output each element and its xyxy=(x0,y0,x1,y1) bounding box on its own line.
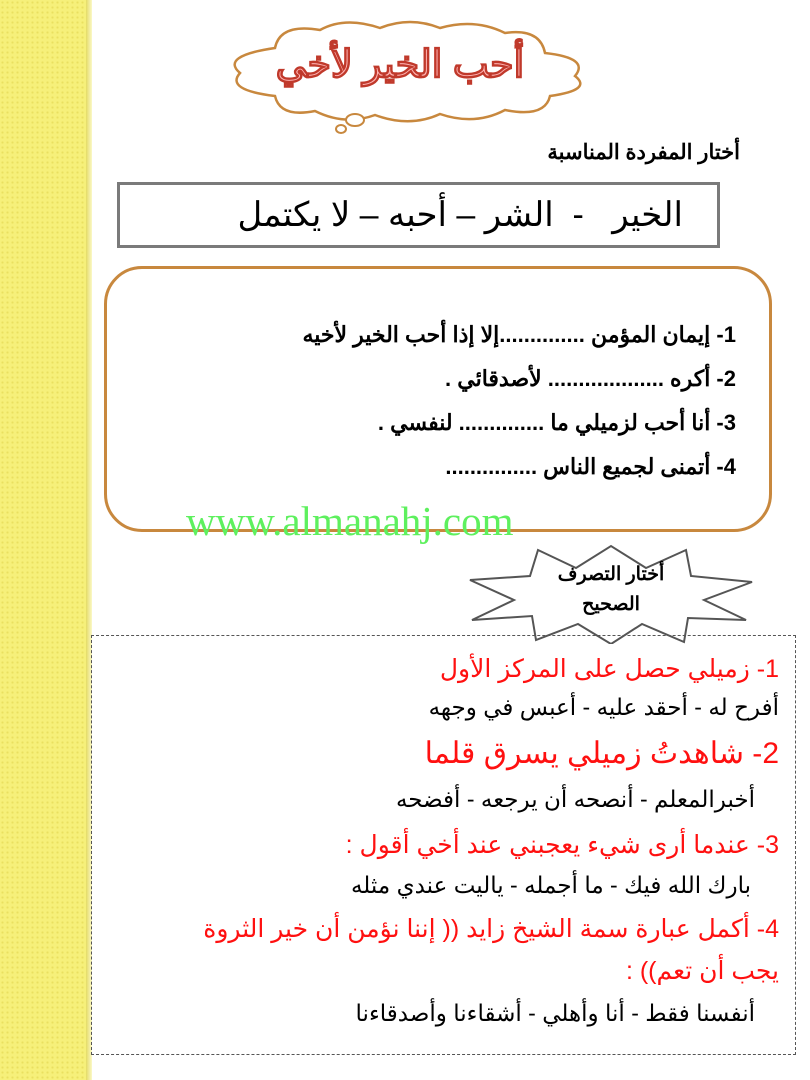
situation-2-question: 2- شاهدتُ زميلي يسرق قلما xyxy=(424,737,779,770)
sentence-2: 2- أكره ................... لأصدقائي . xyxy=(445,366,736,391)
page-title: أحب الخير لأخي xyxy=(275,44,525,86)
situation-1-question: 1- زميلي حصل على المركز الأول xyxy=(439,655,779,683)
situation-4-question-line-1: 4- أكمل عبارة سمة الشيخ زايد (( إننا نؤمن أن خير الثروة xyxy=(203,915,779,943)
word-bank-text: الخير - الشر – أحبه – لا يكتمل xyxy=(237,196,683,234)
instruction-action-line-2: الصحيح xyxy=(582,594,640,615)
watermark-text: www.almanahj.com xyxy=(186,498,514,544)
situation-4-options: أنفسنا فقط - أنا وأهلي - أشقاءنا وأصدقاءنا xyxy=(355,1000,755,1026)
instruction-choose-word: أختار المفردة المناسبة xyxy=(547,141,740,164)
instruction-action-line-1: أختار التصرف xyxy=(557,564,665,585)
situation-1-options: أفرح له - أحقد عليه - أعبس في وجهه xyxy=(428,694,779,720)
situation-4-question-line-2: يجب أن تعم)) : xyxy=(625,957,779,985)
sentence-4: 4- أتمنى لجميع الناس ............... xyxy=(445,454,736,479)
situation-3-options: بارك الله فيك - ما أجمله - ياليت عندي مثله xyxy=(350,872,751,898)
situation-2-options: أخبرالمعلم - أنصحه أن يرجعه - أفضحه xyxy=(395,786,755,812)
sentences-box xyxy=(104,266,772,532)
sentence-3: 3- أنا أحب لزميلي ما .............. لنفسي . xyxy=(377,410,736,435)
word-bank-box xyxy=(117,182,720,248)
sentence-1: 1- إيمان المؤمن ..............إلا إذا أحب الخير لأخيه xyxy=(302,322,736,347)
decorative-side-stripe xyxy=(0,0,86,1080)
situation-3-question: 3- عندما أرى شيء يعجبني عند أخي أقول : xyxy=(345,831,779,859)
instruction-choose-action xyxy=(526,560,696,620)
situations-box xyxy=(91,635,796,1055)
